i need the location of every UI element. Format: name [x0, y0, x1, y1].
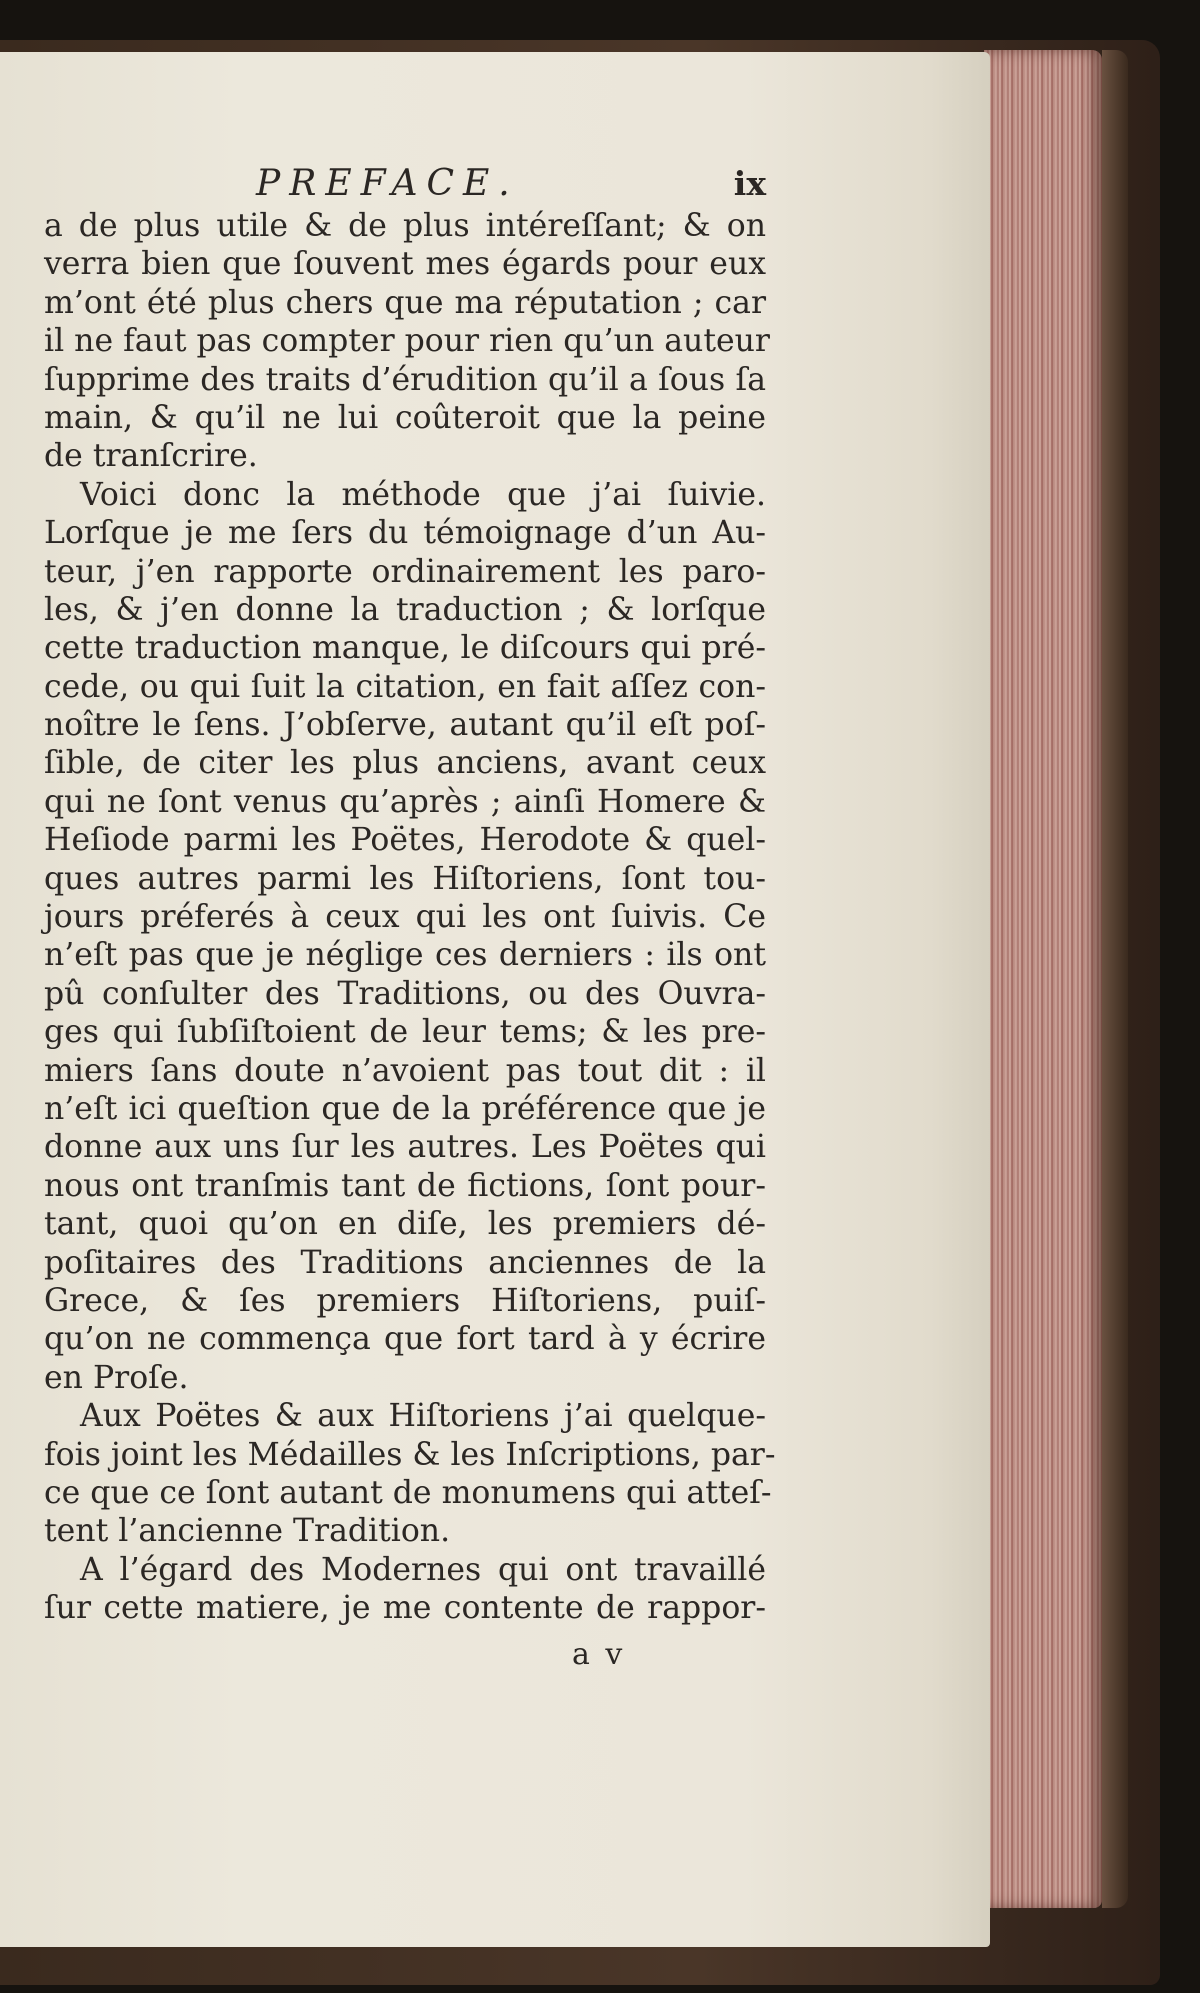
text-line: qu’on ne commença que fort tard à y écrire	[44, 1321, 766, 1358]
text-line: ſur cette matiere, je me contente de rappor-	[44, 1590, 766, 1627]
running-head	[44, 165, 766, 207]
text-line: ce que ce ſont autant de monumens qui atteſ-	[44, 1474, 772, 1511]
body-text	[44, 207, 776, 1627]
text-line: pû conſulter des Traditions, ou des Ouvra-	[44, 975, 766, 1012]
text-line: fois joint les Médailles & les Inſcriptions, par-	[44, 1436, 776, 1473]
text-line: de tranſcrire.	[44, 438, 258, 475]
text-line: Grece, & ſes premiers Hiſtoriens, puiſ-	[44, 1282, 766, 1319]
text-line: A l’égard des Modernes qui ont travaillé	[80, 1551, 766, 1588]
text-line: ges qui ſubſiſtoient de leur tems; & les pre-	[44, 1014, 766, 1051]
text-line: nous ont tranſmis tant de fictions, ſont pour-	[44, 1167, 766, 1204]
text-line: ques autres parmi les Hiſtoriens, ſont tou-	[44, 860, 766, 897]
text-line: miers ſans doute n’avoient pas tout dit : il	[44, 1052, 766, 1089]
text-line: ſupprime des traits d’érudition qu’il a ſous ſa	[44, 361, 766, 398]
text-line: Voici donc la méthode que j’ai ſuivie.	[80, 476, 766, 513]
text-line: cede, ou qui ſuit la citation, en fait aſſez con-	[44, 668, 766, 705]
signature-mark: a v	[572, 1637, 626, 1672]
text-line: en Proſe.	[44, 1359, 189, 1396]
text-line: main, & qu’il ne lui coûteroit que la peine	[44, 399, 766, 436]
text-line: qui ne ſont venus qu’après ; ainſi Homere &	[44, 783, 766, 820]
text-line: teur, j’en rapporte ordinairement les paro-	[44, 553, 766, 590]
text-line: Aux Poëtes & aux Hiſtoriens j’ai quelque-	[80, 1398, 766, 1435]
text-line: m’ont été plus chers que ma réputation ; car	[44, 284, 766, 321]
text-line: a de plus utile & de plus intéreſſant; & on	[44, 208, 766, 244]
text-line: donne aux uns ſur les autres. Les Poëtes qui	[44, 1129, 766, 1166]
page-edges	[984, 50, 1102, 1908]
running-title: PREFACE.	[256, 163, 519, 204]
text-line: ſible, de citer les plus anciens, avant ceux	[44, 745, 766, 782]
page-number: ix	[733, 164, 766, 203]
text-line: jours préferés à ceux qui les ont ſuivis. Ce	[44, 899, 766, 936]
text-line: tent l’ancienne Tradition.	[44, 1513, 451, 1550]
text-line: tant, quoi qu’on en diſe, les premiers dé-	[44, 1206, 766, 1243]
text-line: cette traduction manque, le diſcours qui pré-	[44, 630, 766, 667]
text-line: les, & j’en donne la traduction ; & lorſque	[44, 591, 766, 628]
text-line: n’eſt ici queſtion que de la préférence que je	[44, 1090, 766, 1127]
text-line: Heſiode parmi les Poëtes, Herodote & quel-	[44, 822, 766, 859]
text-line: il ne faut pas compter pour rien qu’un auteur	[44, 323, 770, 360]
text-line: n’eſt pas que je néglige ces derniers : ils ont	[44, 937, 766, 974]
page-text	[44, 163, 776, 1627]
text-line: noître le ſens. J’obſerve, autant qu’il eſt poſ-	[44, 707, 766, 744]
text-line: verra bien que ſouvent mes égards pour eux	[44, 246, 766, 283]
text-line: Lorſque je me ſers du témoignage d’un Au-	[44, 515, 766, 552]
text-line: poſitaires des Traditions anciennes de la	[44, 1244, 766, 1281]
